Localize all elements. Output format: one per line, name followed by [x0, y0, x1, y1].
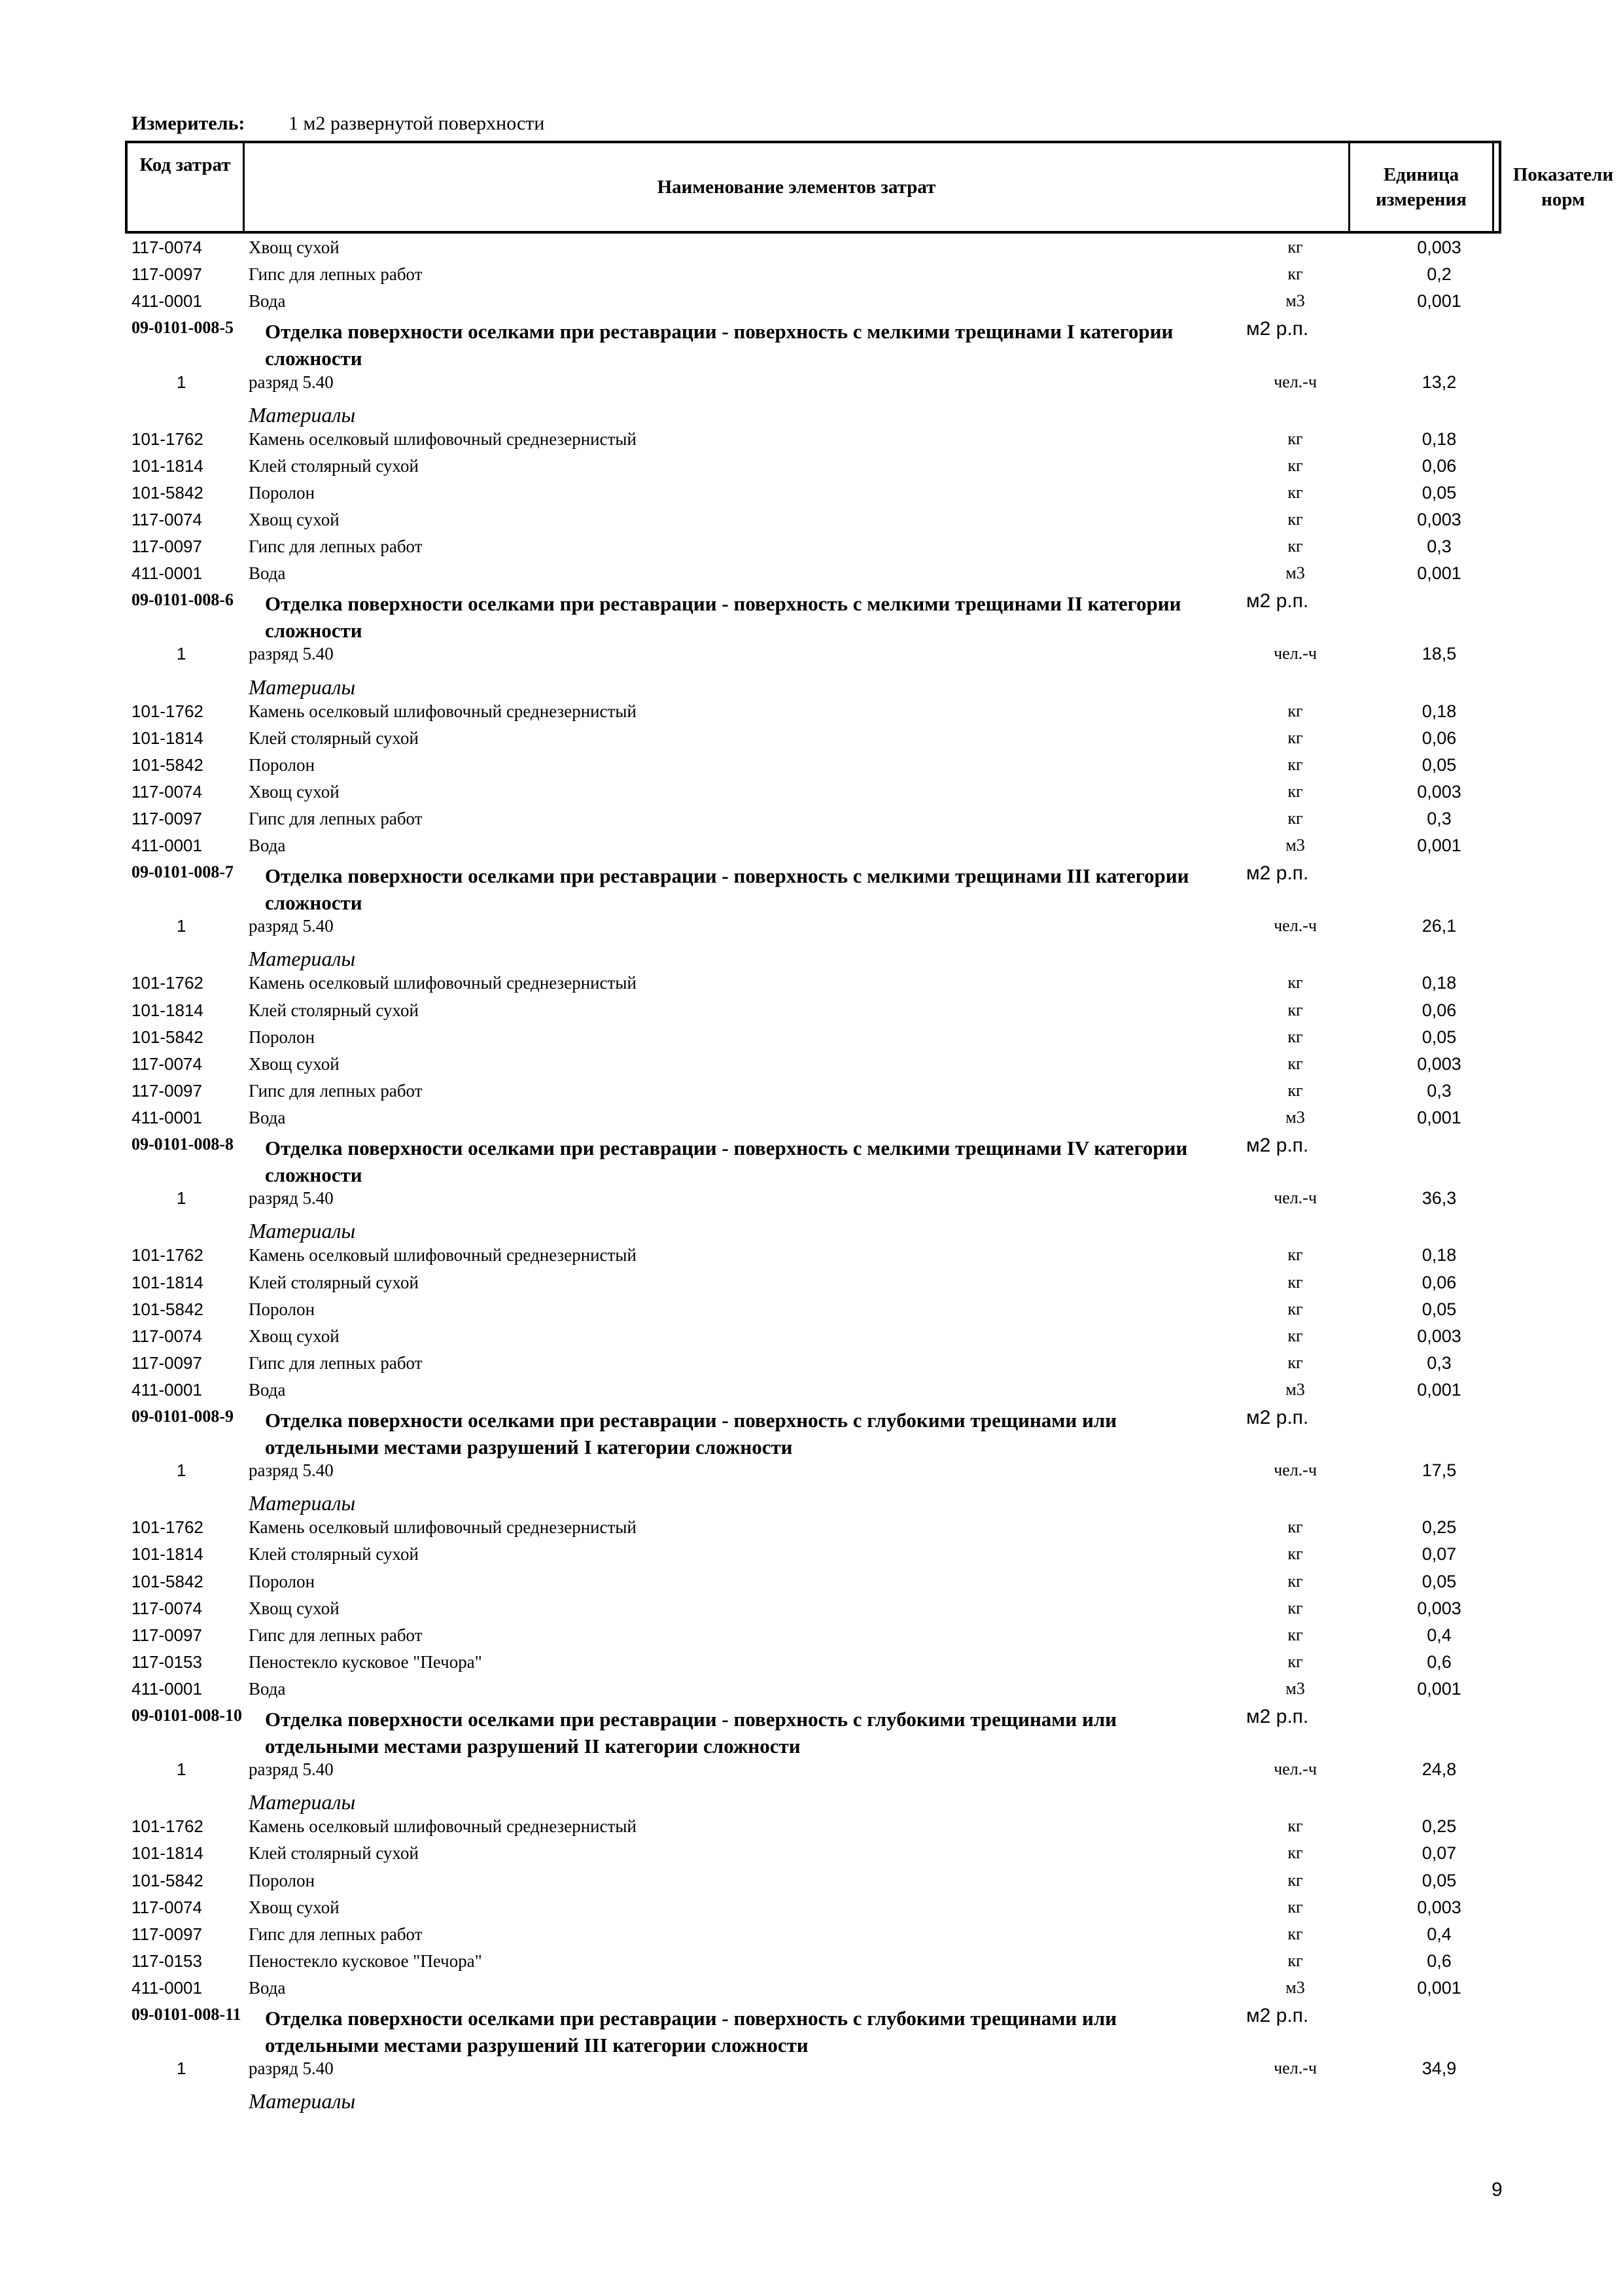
row-code: 411-0001 — [131, 1678, 202, 1699]
row-norm: 0,18 — [1422, 1245, 1457, 1265]
row-unit: кг — [1287, 1924, 1303, 1943]
row-name: разряд 5.40 — [249, 1188, 334, 1209]
row-unit: м3 — [1285, 563, 1305, 583]
row-norm: 0,003 — [1417, 1598, 1461, 1618]
row-unit: кг — [1287, 238, 1303, 256]
row-code: 117-0097 — [131, 808, 202, 828]
table-row — [0, 809, 1623, 836]
row-code: 101-1814 — [131, 1272, 203, 1292]
row-norm: 0,06 — [1422, 1000, 1457, 1020]
row-name: Вода — [249, 1107, 286, 1127]
row-unit: чел.-ч — [1274, 1759, 1317, 1779]
row-unit: м2 р.п. — [1246, 1135, 1309, 1157]
row-code: 101-5842 — [131, 482, 203, 503]
table-row — [0, 1000, 1623, 1027]
row-unit: кг — [1287, 1571, 1303, 1591]
row-norm: 36,3 — [1422, 1188, 1457, 1209]
row-norm: 0,001 — [1417, 1107, 1461, 1127]
row-norm: 17,5 — [1422, 1460, 1457, 1481]
row-name: Пеностекло кусковое "Печора" — [249, 1651, 482, 1672]
row-code: 117-0153 — [131, 1951, 202, 1971]
row-norm: 0,001 — [1417, 291, 1461, 311]
row-name: Хвощ сухой — [249, 1053, 340, 1074]
group-row — [0, 590, 1623, 644]
row-norm: 24,8 — [1422, 1759, 1457, 1780]
table-row — [0, 1679, 1623, 1706]
row-name: Поролон — [249, 1027, 315, 1047]
row-unit: м2 р.п. — [1246, 2005, 1309, 2027]
row-name: Камень оселковый шлифовочный среднезернистый — [249, 429, 637, 449]
row-name: Материалы — [249, 1219, 356, 1243]
row-unit: чел.-ч — [1274, 1460, 1317, 1480]
row-norm: 13,2 — [1422, 372, 1457, 392]
row-unit: чел.-ч — [1274, 916, 1317, 936]
row-code: 117-0074 — [131, 509, 202, 529]
row-name: Отделка поверхности оселками при реставрации - поверхность с глубокими трещинами или отдельными местами разрушений II категории сложности — [265, 1708, 1117, 1758]
row-name: Клей столярный сухой — [249, 728, 419, 748]
table-row — [0, 1759, 1623, 1786]
table-row — [0, 1380, 1623, 1407]
row-name: Клей столярный сухой — [249, 1272, 419, 1292]
group-row — [0, 1407, 1623, 1460]
row-unit: кг — [1287, 1027, 1303, 1046]
row-code: 117-0153 — [131, 1651, 202, 1672]
table-row — [0, 1978, 1623, 2005]
row-unit: м2 р.п. — [1246, 1706, 1309, 1728]
table-row — [0, 1353, 1623, 1380]
row-name: Материалы — [249, 675, 356, 699]
table-row — [0, 1245, 1623, 1272]
row-name: Хвощ сухой — [249, 1326, 340, 1346]
row-unit: кг — [1287, 754, 1303, 774]
row-code: 101-5842 — [131, 1299, 203, 1319]
row-name: Поролон — [249, 1870, 315, 1890]
row-unit: кг — [1287, 1000, 1303, 1019]
row-norm: 0,003 — [1417, 781, 1461, 802]
row-name: разряд 5.40 — [249, 372, 334, 392]
row-code: 117-0097 — [131, 537, 202, 557]
meter-value: 1 м2 развернутой поверхности — [288, 113, 545, 134]
row-unit: кг — [1287, 1843, 1303, 1863]
row-norm: 0,18 — [1422, 701, 1457, 721]
row-norm: 0,2 — [1427, 264, 1452, 285]
row-name: Поролон — [249, 1571, 315, 1591]
row-name: Клей столярный сухой — [249, 1544, 419, 1564]
row-unit: кг — [1287, 1080, 1303, 1100]
section-heading-row — [0, 1790, 1623, 1817]
table-row — [0, 291, 1623, 318]
row-code: 117-0074 — [131, 238, 202, 257]
row-name: разряд 5.40 — [249, 644, 334, 664]
row-norm: 0,05 — [1422, 1299, 1457, 1319]
page-number: 9 — [1492, 2179, 1503, 2200]
row-unit: чел.-ч — [1274, 1188, 1317, 1208]
row-unit: кг — [1287, 973, 1303, 993]
row-norm: 0,06 — [1422, 1272, 1457, 1292]
row-code: 117-0074 — [131, 1897, 202, 1917]
row-norm: 0,4 — [1427, 1625, 1452, 1645]
row-code: 09-0101-008-10 — [131, 1706, 242, 1725]
row-name: Поролон — [249, 482, 315, 503]
row-norm: 0,07 — [1422, 1843, 1457, 1863]
row-norm: 0,003 — [1417, 1053, 1461, 1074]
row-unit: м3 — [1285, 1977, 1305, 1997]
row-name: Гипс для лепных работ — [249, 1625, 423, 1645]
meter-line — [131, 113, 545, 135]
row-name: Вода — [249, 836, 286, 856]
row-unit: кг — [1287, 509, 1303, 529]
row-name: Пеностекло кусковое "Печора" — [249, 1951, 482, 1971]
row-norm: 0,003 — [1417, 1326, 1461, 1346]
table-row — [0, 1460, 1623, 1487]
row-code: 09-0101-008-11 — [131, 2005, 241, 2024]
row-name: Гипс для лепных работ — [249, 264, 423, 285]
row-code: 117-0097 — [131, 1080, 202, 1101]
row-name: разряд 5.40 — [249, 1759, 334, 1780]
row-code: 117-0097 — [131, 264, 202, 285]
section-heading-row — [0, 675, 1623, 702]
row-norm: 0,07 — [1422, 1544, 1457, 1564]
row-code: 101-1762 — [131, 1816, 203, 1837]
row-unit: м3 — [1285, 836, 1305, 855]
row-norm: 0,05 — [1422, 1870, 1457, 1890]
section-heading-row — [0, 947, 1623, 974]
row-norm: 0,3 — [1427, 537, 1452, 557]
row-norm: 34,9 — [1422, 2058, 1457, 2079]
row-name: Отделка поверхности оселками при реставрации - поверхность с мелкими трещинами II категории сложности — [265, 592, 1181, 643]
row-norm: 0,001 — [1417, 1379, 1461, 1400]
row-code: 09-0101-008-7 — [131, 862, 234, 882]
row-norm: 0,003 — [1417, 509, 1461, 529]
row-name: Материалы — [249, 947, 356, 971]
row-unit: кг — [1287, 1951, 1303, 1970]
row-code: 117-0074 — [131, 781, 202, 802]
row-norm: 0,001 — [1417, 563, 1461, 584]
row-unit: кг — [1287, 1053, 1303, 1073]
table-row — [0, 537, 1623, 563]
group-row — [0, 2005, 1623, 2058]
row-name: Материалы — [249, 402, 356, 427]
table-row — [0, 1898, 1623, 1924]
header-norm: Показатели норм — [1492, 143, 1623, 231]
row-norm: 0,6 — [1427, 1651, 1452, 1672]
row-unit: кг — [1287, 701, 1303, 720]
row-code: 101-5842 — [131, 1571, 203, 1591]
table-row — [0, 1951, 1623, 1978]
row-name: Вода — [249, 1678, 286, 1699]
row-name: Камень оселковый шлифовочный среднезернистый — [249, 1517, 637, 1538]
row-name: Камень оселковый шлифовочный среднезернистый — [249, 701, 637, 721]
table-row — [0, 1188, 1623, 1215]
row-code: 1 — [177, 1188, 186, 1209]
table-row — [0, 1299, 1623, 1326]
row-norm: 0,05 — [1422, 1027, 1457, 1047]
row-name: Отделка поверхности оселками при реставрации - поверхность с мелкими трещинами IV категории сложности — [265, 1137, 1188, 1187]
section-heading-row — [0, 1491, 1623, 1518]
row-norm: 0,25 — [1422, 1517, 1457, 1538]
row-code: 117-0074 — [131, 1598, 202, 1618]
row-code: 1 — [177, 372, 186, 392]
table-row — [0, 701, 1623, 728]
row-name: Поролон — [249, 1299, 315, 1319]
table-row — [0, 483, 1623, 510]
row-norm: 0,3 — [1427, 1080, 1452, 1101]
row-code: 411-0001 — [131, 1977, 202, 1998]
row-code: 101-5842 — [131, 1027, 203, 1047]
row-code: 411-0001 — [131, 1379, 202, 1400]
row-unit: чел.-ч — [1274, 644, 1317, 663]
row-unit: м2 р.п. — [1246, 1407, 1309, 1429]
row-name: Гипс для лепных работ — [249, 808, 423, 828]
row-unit: м3 — [1285, 1107, 1305, 1127]
row-code: 411-0001 — [131, 836, 202, 856]
table-row — [0, 836, 1623, 862]
row-norm: 0,25 — [1422, 1816, 1457, 1837]
row-name: Камень оселковый шлифовочный среднезернистый — [249, 973, 637, 993]
table-row — [0, 456, 1623, 483]
table-header — [125, 141, 1614, 234]
row-unit: м2 р.п. — [1246, 590, 1309, 612]
row-unit: кг — [1287, 728, 1303, 747]
table-row — [0, 916, 1623, 943]
row-code: 1 — [177, 2058, 186, 2079]
row-norm: 18,5 — [1422, 644, 1457, 664]
row-name: Материалы — [249, 2089, 356, 2113]
row-name: Хвощ сухой — [249, 238, 340, 257]
row-unit: кг — [1287, 1651, 1303, 1671]
table-row — [0, 1544, 1623, 1571]
row-unit: кг — [1287, 1598, 1303, 1617]
row-norm: 0,003 — [1417, 1897, 1461, 1917]
row-name: Материалы — [249, 1790, 356, 1814]
table-row — [0, 1027, 1623, 1054]
row-code: 101-1814 — [131, 1000, 203, 1020]
row-code: 09-0101-008-5 — [131, 318, 234, 338]
row-name: Клей столярный сухой — [249, 455, 419, 476]
header-unit: Единица измерения — [1348, 143, 1492, 231]
group-row — [0, 1135, 1623, 1188]
row-unit: кг — [1287, 455, 1303, 475]
row-name: разряд 5.40 — [249, 2058, 334, 2079]
row-code: 1 — [177, 644, 186, 664]
row-norm: 0,4 — [1427, 1924, 1452, 1944]
row-code: 1 — [177, 916, 186, 936]
row-unit: чел.-ч — [1274, 372, 1317, 391]
row-norm: 0,05 — [1422, 1571, 1457, 1591]
row-code: 117-0097 — [131, 1625, 202, 1645]
row-norm: 0,06 — [1422, 728, 1457, 748]
table-row — [0, 1871, 1623, 1898]
group-row — [0, 1706, 1623, 1759]
row-unit: кг — [1287, 1870, 1303, 1890]
row-unit: кг — [1287, 1326, 1303, 1345]
row-name: Гипс для лепных работ — [249, 537, 423, 557]
table-row — [0, 510, 1623, 537]
table-row — [0, 1572, 1623, 1598]
row-name: Вода — [249, 1977, 286, 1998]
row-name: разряд 5.40 — [249, 1460, 334, 1481]
row-unit: м3 — [1285, 1379, 1305, 1399]
section-heading-row — [0, 2089, 1623, 2116]
section-heading-row — [0, 403, 1623, 430]
row-name: Поролон — [249, 754, 315, 775]
row-norm: 26,1 — [1422, 916, 1457, 936]
row-code: 09-0101-008-9 — [131, 1407, 234, 1426]
row-name: Хвощ сухой — [249, 781, 340, 802]
row-unit: кг — [1287, 808, 1303, 828]
row-name: Отделка поверхности оселками при реставрации - поверхность с мелкими трещинами III категории сложности — [265, 864, 1189, 915]
row-code: 117-0074 — [131, 1053, 202, 1074]
row-code: 101-1762 — [131, 973, 203, 993]
row-code: 101-1814 — [131, 455, 203, 476]
table-row — [0, 264, 1623, 291]
row-norm: 0,3 — [1427, 1352, 1452, 1373]
row-norm: 0,001 — [1417, 836, 1461, 856]
row-code: 117-0074 — [131, 1326, 202, 1346]
table-row — [0, 1625, 1623, 1652]
table-row — [0, 973, 1623, 1000]
table-row — [0, 1108, 1623, 1135]
table-row — [0, 782, 1623, 809]
row-code: 117-0097 — [131, 1924, 202, 1944]
row-code: 1 — [177, 1460, 186, 1481]
row-code: 101-1814 — [131, 728, 203, 748]
row-unit: кг — [1287, 429, 1303, 448]
row-norm: 0,001 — [1417, 1977, 1461, 1998]
row-name: Отделка поверхности оселками при реставрации - поверхность с глубокими трещинами или отдельными местами разрушений III категории сложности — [265, 2007, 1117, 2057]
row-norm: 0,003 — [1417, 238, 1461, 257]
row-name: Гипс для лепных работ — [249, 1352, 423, 1373]
table-row — [0, 728, 1623, 755]
row-name: Вода — [249, 1379, 286, 1400]
row-unit: кг — [1287, 1544, 1303, 1564]
table-row — [0, 1924, 1623, 1951]
row-norm: 0,18 — [1422, 973, 1457, 993]
table-row — [0, 372, 1623, 399]
row-code: 1 — [177, 1759, 186, 1780]
row-name: Вода — [249, 563, 286, 584]
row-name: Хвощ сухой — [249, 509, 340, 529]
table-row — [0, 1598, 1623, 1625]
row-unit: м2 р.п. — [1246, 318, 1309, 340]
table-row — [0, 2058, 1623, 2085]
row-unit: м3 — [1285, 291, 1305, 311]
header-name: Наименование элементов затрат — [243, 143, 1348, 231]
meter-label: Измеритель: — [131, 113, 245, 134]
row-code: 101-1814 — [131, 1544, 203, 1564]
row-unit: кг — [1287, 482, 1303, 502]
row-name: Отделка поверхности оселками при реставрации - поверхность с мелкими трещинами I категории сложности — [265, 320, 1174, 370]
row-unit: чел.-ч — [1274, 2058, 1317, 2078]
row-unit: кг — [1287, 1245, 1303, 1265]
row-unit: кг — [1287, 781, 1303, 801]
table-row — [0, 1652, 1623, 1679]
row-name: Вода — [249, 291, 286, 311]
table-row — [0, 238, 1623, 264]
row-name: Отделка поверхности оселками при реставрации - поверхность с глубокими трещинами или отдельными местами разрушений I категории сложности — [265, 1409, 1117, 1459]
group-row — [0, 862, 1623, 916]
table-row — [0, 563, 1623, 590]
row-code: 101-5842 — [131, 754, 203, 775]
row-name: Клей столярный сухой — [249, 1000, 419, 1020]
row-norm: 0,18 — [1422, 429, 1457, 449]
table-row — [0, 755, 1623, 782]
table-row — [0, 1517, 1623, 1544]
row-norm: 0,05 — [1422, 754, 1457, 775]
row-unit: кг — [1287, 1352, 1303, 1372]
table-row — [0, 1326, 1623, 1353]
row-norm: 0,06 — [1422, 455, 1457, 476]
group-row — [0, 318, 1623, 372]
row-code: 101-5842 — [131, 1870, 203, 1890]
row-unit: кг — [1287, 537, 1303, 556]
table-row — [0, 1843, 1623, 1870]
row-code: 09-0101-008-8 — [131, 1135, 234, 1154]
row-unit: кг — [1287, 1272, 1303, 1292]
row-name: Хвощ сухой — [249, 1897, 340, 1917]
table-row — [0, 1054, 1623, 1081]
row-name: Клей столярный сухой — [249, 1843, 419, 1863]
row-name: Материалы — [249, 1491, 356, 1515]
table-row — [0, 429, 1623, 456]
row-unit: м2 р.п. — [1246, 862, 1309, 885]
row-name: Гипс для лепных работ — [249, 1924, 423, 1944]
row-code: 411-0001 — [131, 1107, 202, 1127]
row-name: Камень оселковый шлифовочный среднезернистый — [249, 1245, 637, 1265]
row-code: 09-0101-008-6 — [131, 590, 234, 610]
row-code: 117-0097 — [131, 1352, 202, 1373]
row-unit: кг — [1287, 1897, 1303, 1916]
table-row — [0, 644, 1623, 671]
row-name: Камень оселковый шлифовочный среднезернистый — [249, 1816, 637, 1837]
row-name: Хвощ сухой — [249, 1598, 340, 1618]
row-name: Гипс для лепных работ — [249, 1080, 423, 1101]
table-row — [0, 1081, 1623, 1108]
table-row — [0, 1273, 1623, 1299]
row-unit: кг — [1287, 1816, 1303, 1836]
row-name: разряд 5.40 — [249, 916, 334, 936]
row-unit: кг — [1287, 1625, 1303, 1644]
row-norm: 0,05 — [1422, 482, 1457, 503]
row-code: 101-1762 — [131, 429, 203, 449]
section-heading-row — [0, 1219, 1623, 1246]
row-code: 101-1814 — [131, 1843, 203, 1863]
row-code: 101-1762 — [131, 701, 203, 721]
row-norm: 0,6 — [1427, 1951, 1452, 1971]
row-unit: кг — [1287, 1299, 1303, 1318]
table-row — [0, 1816, 1623, 1843]
row-norm: 0,001 — [1417, 1678, 1461, 1699]
row-unit: кг — [1287, 264, 1303, 284]
row-unit: м3 — [1285, 1678, 1305, 1698]
row-code: 411-0001 — [131, 291, 202, 311]
row-norm: 0,3 — [1427, 808, 1452, 828]
row-code: 101-1762 — [131, 1245, 203, 1265]
row-code: 411-0001 — [131, 563, 202, 584]
row-code: 101-1762 — [131, 1517, 203, 1538]
header-code: Код затрат — [139, 154, 231, 175]
row-unit: кг — [1287, 1517, 1303, 1537]
